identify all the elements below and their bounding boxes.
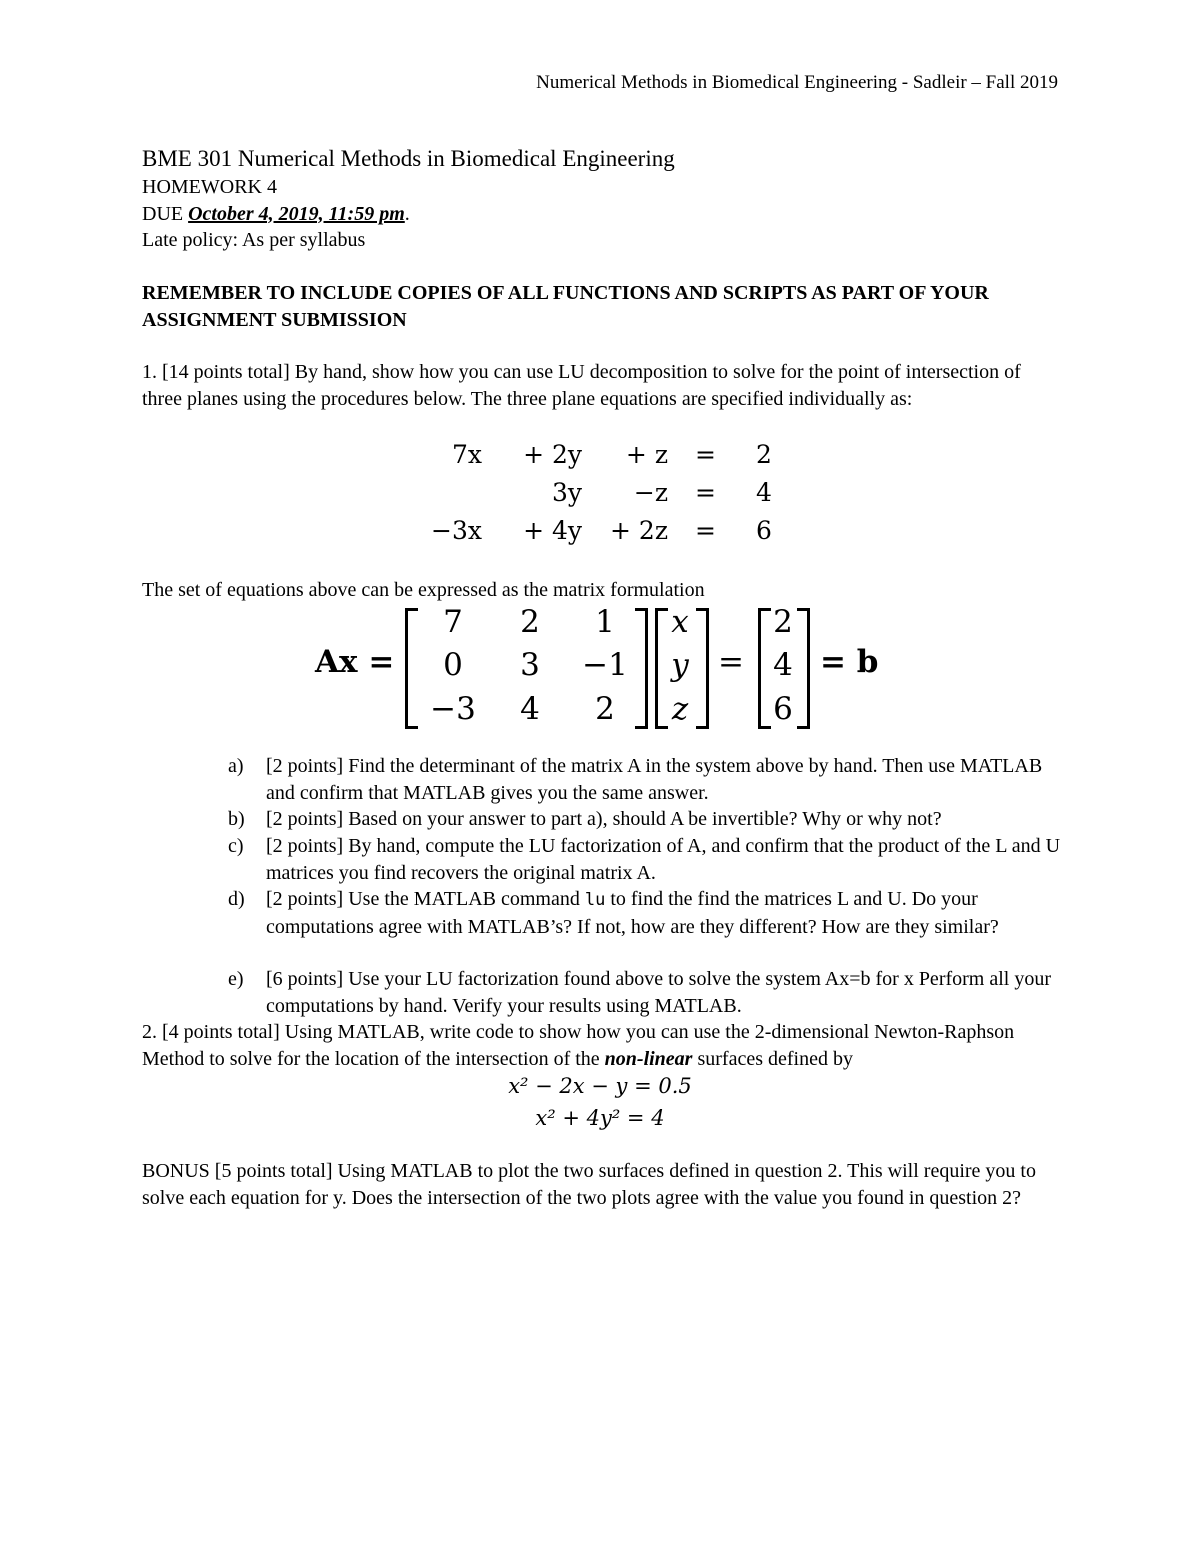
part-label: c) <box>228 835 244 857</box>
equation-row <box>400 516 800 554</box>
part-label: d) <box>228 888 245 910</box>
part-label: b) <box>228 808 245 830</box>
matlab-command: lu <box>584 890 606 910</box>
title-block <box>142 144 1062 254</box>
matrix-a-cell: 7 <box>443 604 463 640</box>
matrix-rhs: = b <box>820 644 879 680</box>
q2-equation-1: x² − 2x − y = 0.5 <box>508 1074 692 1098</box>
eq-equals: = <box>695 440 716 469</box>
vector-x-right-bracket <box>696 608 709 729</box>
q2-emphasis: non-linear <box>604 1047 693 1070</box>
matrix-a-cell: 2 <box>520 604 540 640</box>
vector-b-cell: 2 <box>773 604 793 640</box>
part-text: [2 points] By hand, compute the LU factorization of A, and confirm that the product of the L and U matrices you find recovers the original matrix A. <box>266 835 1061 884</box>
q2-text-before: 2. [4 points total] Using MATLAB, write code to show how you can use the 2-dimensional Newton-Raphson Method to solve for the location of the intersection of the <box>142 1021 1015 1070</box>
eq-equals: = <box>695 516 716 545</box>
matrix-a-cell: −3 <box>430 691 476 727</box>
running-header: Numerical Methods in Biomedical Engineering - Sadleir – Fall 2019 <box>536 72 1058 93</box>
due-suffix: . <box>404 202 410 225</box>
matrix-a-left-bracket <box>405 608 418 729</box>
eq-term: 7x <box>451 440 482 469</box>
eq-rhs: 4 <box>756 478 772 507</box>
equation-row <box>400 440 800 478</box>
eq-term: 3y <box>551 478 582 507</box>
due-line <box>142 201 1062 228</box>
bonus-question: BONUS [5 points total] Using MATLAB to plot the two surfaces defined in question 2. This will require you to solve each equation for y. Does the intersection of the two plots agree with the value you found in question 2? <box>142 1160 1036 1209</box>
due-date: October 4, 2019, 11:59 pm <box>188 202 405 225</box>
homework-number: HOMEWORK 4 <box>142 176 277 198</box>
eq-rhs: 2 <box>756 440 772 469</box>
eq-term: + 4y <box>523 516 582 545</box>
eq-equals: = <box>695 478 716 507</box>
matrix-a-cell: 0 <box>443 647 463 683</box>
matrix-a-cell: 2 <box>595 691 615 727</box>
matrix-equation <box>310 600 930 730</box>
reminder-notice: REMEMBER TO INCLUDE COPIES OF ALL FUNCTIONS AND SCRIPTS AS PART OF YOUR ASSIGNMENT SUBMISSION <box>142 282 989 331</box>
matrix-a-cell: 3 <box>520 647 540 683</box>
matrix-intro: The set of equations above can be expressed as the matrix formulation <box>142 579 705 601</box>
question-1-intro: 1. [14 points total] By hand, show how you can use LU decomposition to solve for the point of intersection of three planes using the procedures below. The three plane equations are specified individually as: <box>142 361 1021 410</box>
matrix-lhs: Ax = <box>315 644 395 680</box>
part-text-after: to find the find the matrices L and U. Do your computations agree with MATLAB’s? If not, how are they different? How are they similar? <box>266 888 999 938</box>
q2-text-after: surfaces defined by <box>692 1047 853 1070</box>
eq-term: + 2z <box>610 516 668 545</box>
matrix-a-cell: 4 <box>520 691 540 727</box>
vector-x-cell: z <box>671 691 689 727</box>
eq-term: + z <box>625 440 668 469</box>
due-prefix: DUE <box>142 202 189 225</box>
late-policy: Late policy: As per syllabus <box>142 229 366 251</box>
matrix-a-cell: 1 <box>595 604 615 640</box>
q2-equation-2: x² + 4y² = 4 <box>535 1106 665 1130</box>
vector-b-right-bracket <box>797 608 810 729</box>
vector-b-cell: 4 <box>773 647 793 683</box>
part-label: e) <box>228 968 244 990</box>
vector-b-cell: 6 <box>773 691 793 727</box>
part-label: a) <box>228 755 244 777</box>
matrix-a-cell: −1 <box>582 647 628 683</box>
equation-row <box>400 478 800 516</box>
vector-x-cell: y <box>671 647 689 683</box>
eq-rhs: 6 <box>756 516 772 545</box>
course-title: BME 301 Numerical Methods in Biomedical Engineering <box>142 146 675 171</box>
part-text-before: [2 points] Use the MATLAB command <box>266 888 585 910</box>
eq-term: + 2y <box>523 440 582 469</box>
matrix-a-right-bracket <box>635 608 648 729</box>
part-text: [6 points] Use your LU factorization found above to solve the system Ax=b for x Perform all your computations by hand. Verify your results using MATLAB. <box>266 968 1051 1017</box>
part-text: [2 points] Find the determinant of the matrix A in the system above by hand. Then use MATLAB and confirm that MATLAB gives you the same answer. <box>266 755 1043 804</box>
part-text <box>266 886 1066 940</box>
question-2 <box>142 1019 1062 1072</box>
eq-term: −3x <box>431 516 482 545</box>
vector-x-cell: x <box>671 604 689 640</box>
part-text: [2 points] Based on your answer to part a), should A be invertible? Why or why not? <box>266 808 942 830</box>
matrix-equals: = <box>718 644 744 680</box>
equation-system <box>400 440 800 554</box>
eq-term: −z <box>633 478 668 507</box>
